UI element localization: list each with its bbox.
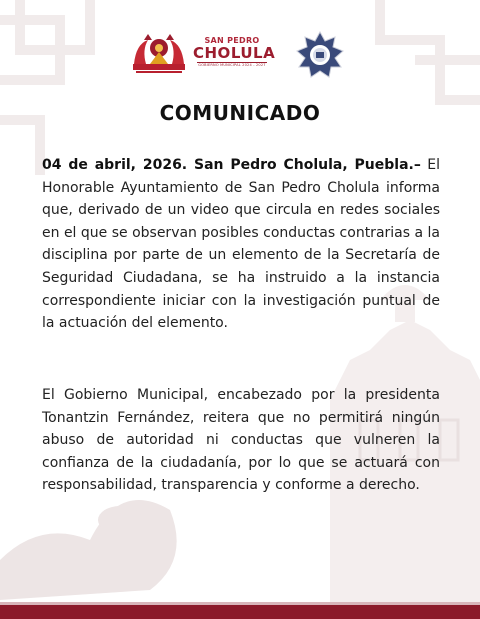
municipal-coat-of-arms-icon (130, 34, 188, 74)
cholula-logo (193, 36, 276, 76)
paragraph-intro (42, 154, 440, 335)
dateline: 04 de abril, 2026. San Pedro Cholula, Puebla.– (42, 157, 421, 173)
header-logos (0, 34, 480, 84)
police-star-badge-icon (295, 31, 345, 81)
paragraph-intro-body: El Honorable Ayuntamiento de San Pedro Cholula informa que, derivado de un video que circula en redes sociales en el que se observan posibles conductas contrarias a la disciplina por parte de un elemento de la Secretaría de Seguridad Ciudadana, se ha instruido a la instancia correspondiente iniciar con la investigación puntual de la actuación del elemento. (42, 157, 441, 332)
footer-bar (0, 605, 480, 619)
logo-subtitle: SAN PEDRO (204, 36, 260, 45)
logo-caption: GOBIERNO MUNICIPAL 2024 - 2027 (198, 63, 266, 67)
logo-name: CHOLULA (193, 44, 276, 62)
page-title: COMUNICADO (159, 101, 321, 125)
paragraph-statement: El Gobierno Municipal, encabezado por la presidenta Tonantzin Fernández, reitera que no permitirá ningún abuso de autoridad ni conductas que vulneren la confianza de la ciudadanía, por lo que se actuará con responsabilidad, transparencia y conforme a derecho. (42, 387, 440, 494)
